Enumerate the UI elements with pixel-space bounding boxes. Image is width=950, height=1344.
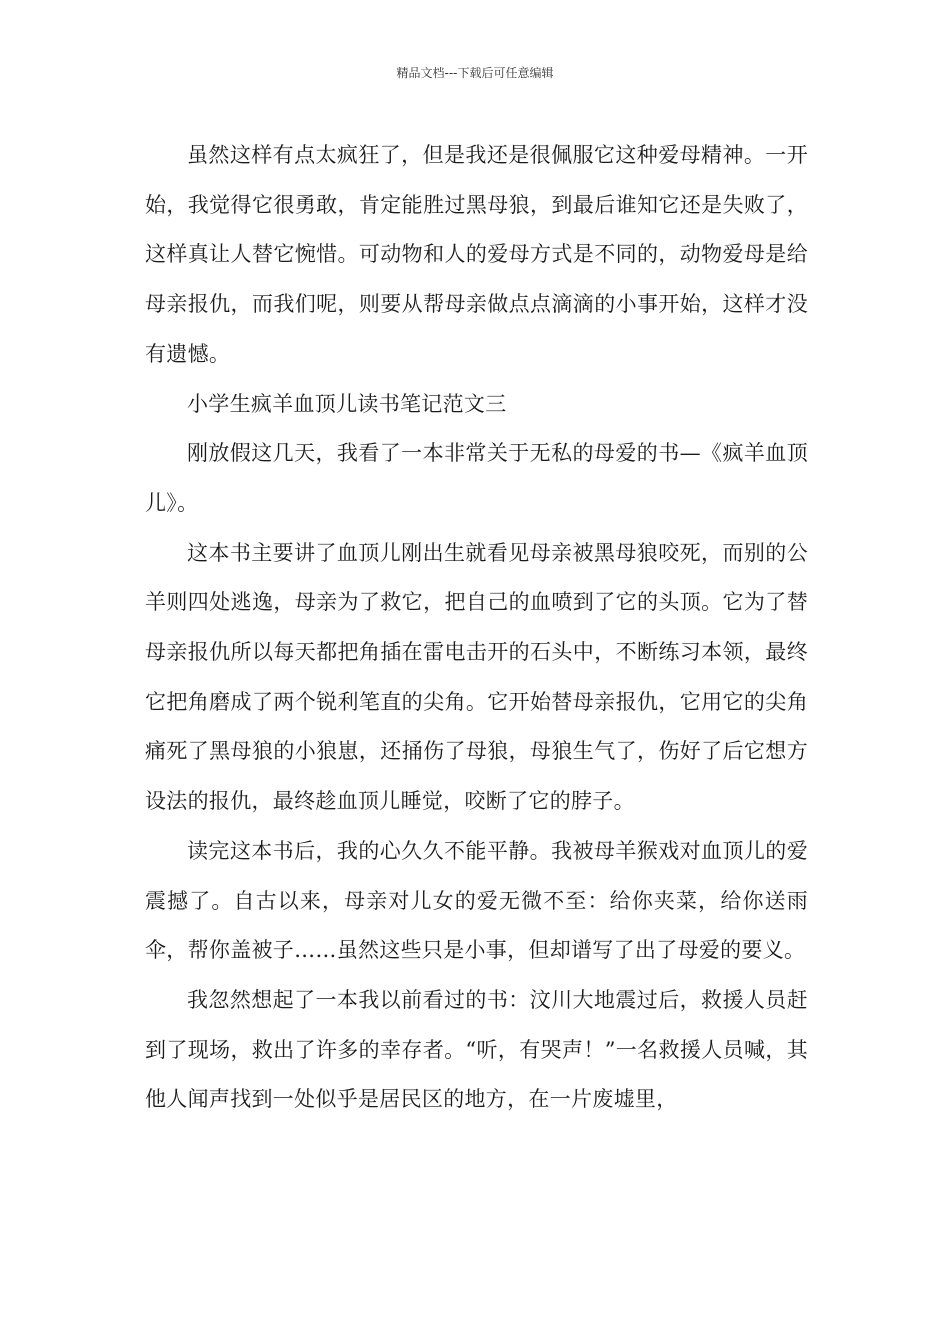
- paragraph: 我忽然想起了一本我以前看过的书：汶川大地震过后，救援人员赶到了现场，救出了许多的幸存者。“听，有哭声！”一名救援人员喊，其他人闻声找到一处似乎是居民区的地方，在一片废墟里，: [145, 987, 808, 1112]
- paragraph: 虽然这样有点太疯狂了，但是我还是很佩服它这种爱母精神。一开始，我觉得它很勇敢，肯定能胜过黑母狼，到最后谁知它还是失败了，这样真让人替它惋惜。可动物和人的爱母方式是不同的，动物爱母是给母亲报仇，而我们呢，则要从帮母亲做点点滴滴的小事开始，这样才没有遗憾。: [145, 143, 808, 366]
- document-body: [145, 131, 808, 1125]
- section-heading: 小学生疯羊血顶儿读书笔记范文三: [187, 391, 507, 416]
- paragraph: 读完这本书后，我的心久久不能平静。我被母羊猴戏对血顶儿的爱震撼了。自古以来，母亲对儿女的爱无微不至：给你夹菜，给你送雨伞，帮你盖被子……虽然这些只是小事，但却谱写了出了母爱的要义。: [145, 838, 808, 963]
- paragraph: 刚放假这几天，我看了一本非常关于无私的母爱的书—《疯羊血顶儿》。: [145, 441, 808, 515]
- paragraph: 这本书主要讲了血顶儿刚出生就看见母亲被黑母狼咬死，而别的公羊则四处逃逸，母亲为了救它，把自己的血喷到了它的头顶。它为了替母亲报仇所以每天都把角插在雷电击开的石头中，不断练习本领，最终它把角磨成了两个锐利笔直的尖角。它开始替母亲报仇，它用它的尖角痛死了黑母狼的小狼崽，还捅伤了母狼，母狼生气了，伤好了后它想方设法的报仇，最终趁血顶儿睡觉，咬断了它的脖子。: [145, 540, 808, 814]
- page-header: 精品文档---下载后可任意编辑: [396, 66, 554, 80]
